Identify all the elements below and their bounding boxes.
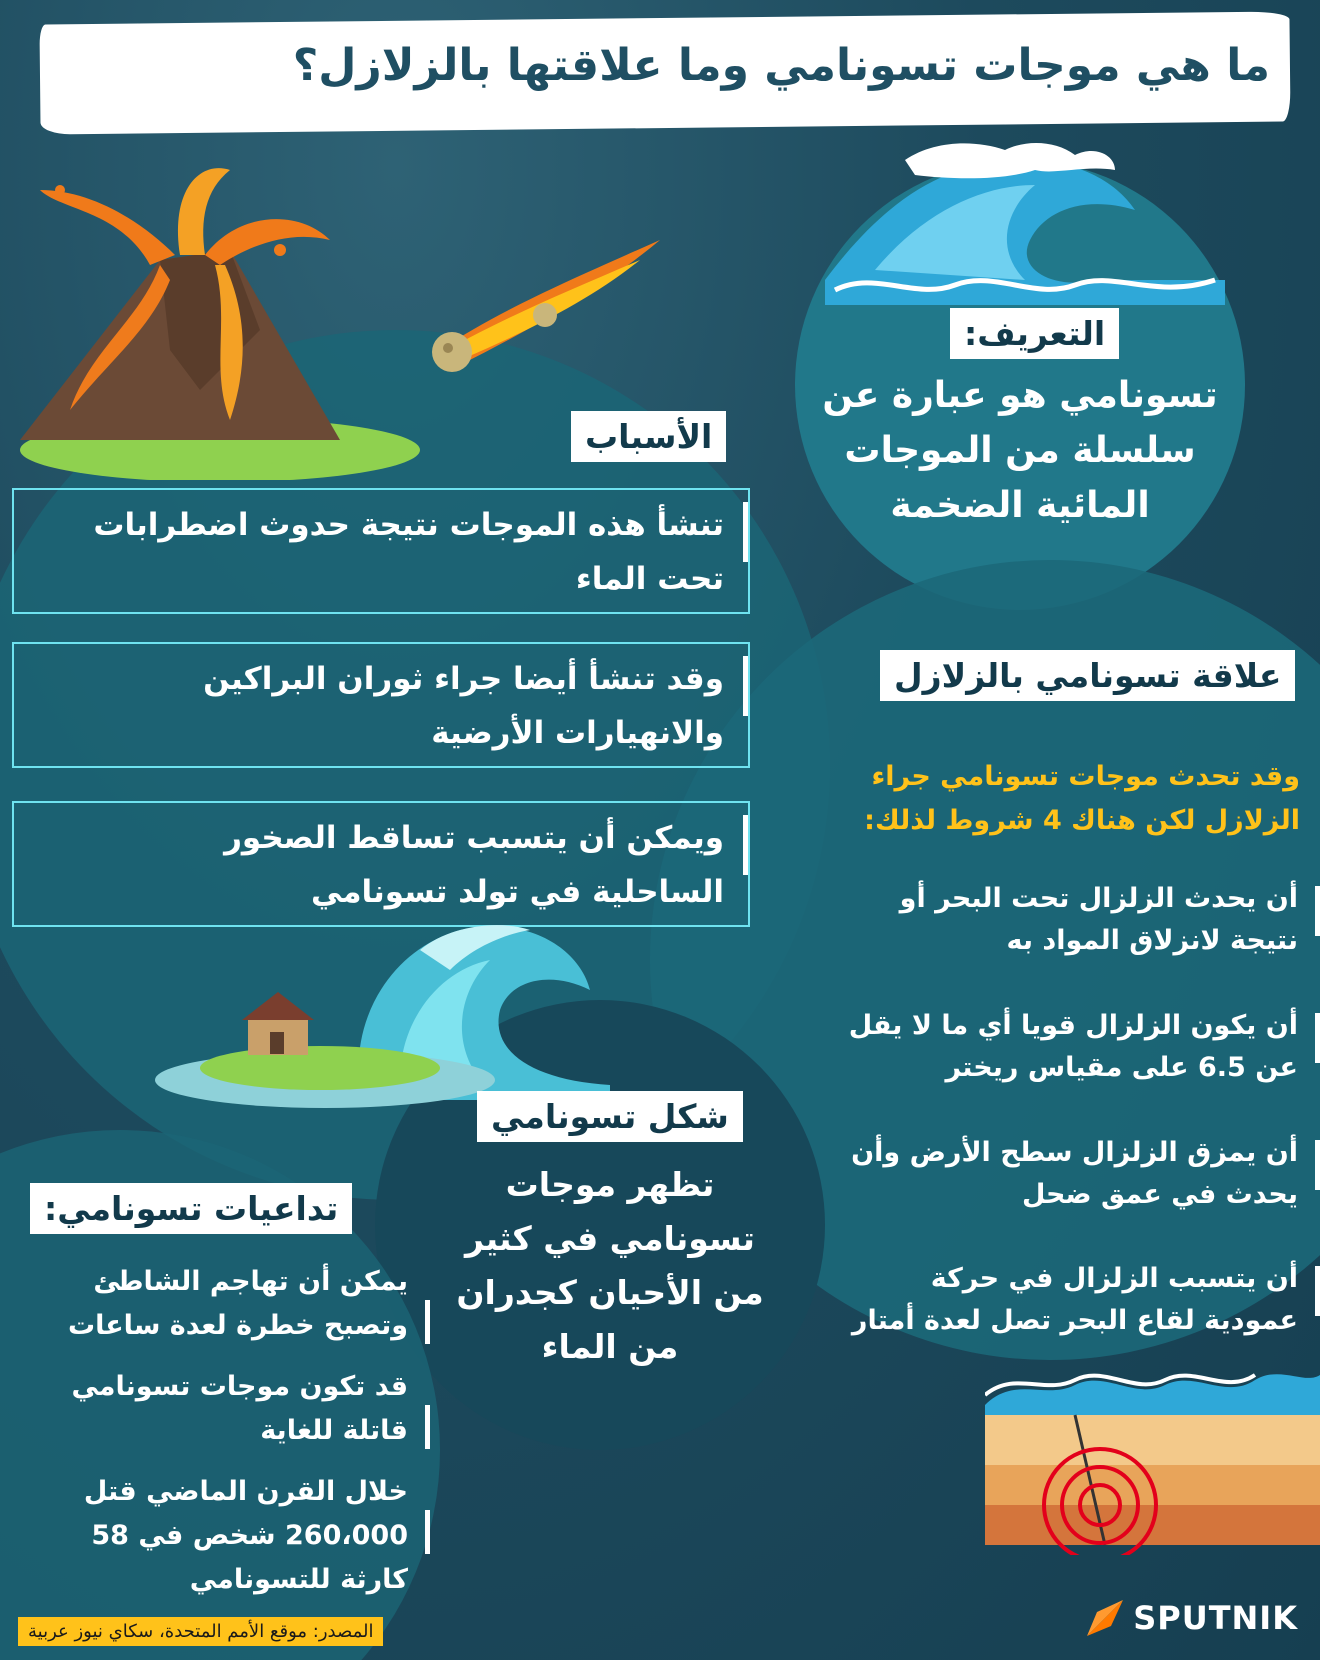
cause-item — [12, 488, 750, 614]
effect-item — [20, 1470, 430, 1602]
relation-heading: علاقة تسونامي بالزلازل — [880, 650, 1295, 701]
condition-line: عن 6.5 على مقياس ريختر — [945, 1052, 1298, 1083]
condition-line: عمودية لقاع البحر تصل لعدة أمتار — [851, 1305, 1298, 1336]
condition-item — [790, 1132, 1320, 1216]
cause-line: والانهيارات الأرضية — [431, 715, 724, 751]
effect-line: قد تكون موجات تسونامي — [71, 1371, 408, 1402]
cause-line: الساحلية في تولد تسونامي — [310, 874, 724, 910]
wave-icon — [815, 140, 1225, 310]
shape-heading: شكل تسونامي — [477, 1091, 743, 1142]
sputnik-logo — [1085, 1598, 1298, 1638]
cause-line: وقد تنشأ أيضا جراء ثوران البراكين — [203, 661, 724, 697]
cause-line: تحت الماء — [575, 561, 724, 597]
definition-heading: التعريف: — [950, 308, 1119, 359]
page-title: ما هي موجات تسونامي وما علاقتها بالزلازل؟ — [292, 40, 1270, 91]
condition-item — [790, 1258, 1320, 1342]
island-wave-icon — [150, 910, 610, 1110]
cause-item — [12, 642, 750, 768]
relation-intro-line: الزلازل لكن هناك 4 شروط لذلك: — [864, 805, 1300, 836]
condition-item — [790, 878, 1320, 962]
condition-line: نتيجة لانزلاق المواد به — [1006, 925, 1298, 956]
effect-line: قاتلة للغاية — [260, 1415, 408, 1446]
definition-line: تسونامي هو عبارة عن — [822, 375, 1218, 416]
effect-line: يمكن أن تهاجم الشاطئ — [93, 1266, 408, 1297]
shape-line: تظهر موجات — [505, 1165, 715, 1204]
volcano-icon — [0, 150, 420, 480]
meteor-icon — [420, 230, 670, 380]
condition-line: أن يكون الزلزال قويا أي ما لا يقل — [848, 1010, 1298, 1041]
definition-text — [810, 368, 1230, 533]
effect-line: 260،000 شخص في 58 — [91, 1520, 408, 1551]
source-note: المصدر: موقع الأمم المتحدة، سكاي نيوز عربية — [18, 1617, 383, 1646]
causes-heading: الأسباب — [571, 411, 726, 462]
shape-line: تسونامي في كثير — [465, 1219, 755, 1258]
condition-line: أن يتسبب الزلزال في حركة — [930, 1263, 1298, 1294]
definition-line: سلسلة من الموجات — [844, 430, 1196, 471]
effect-item — [20, 1365, 430, 1453]
shape-line: من الأحيان كجدران — [456, 1273, 764, 1312]
effect-item — [20, 1260, 430, 1348]
cause-item — [12, 801, 750, 927]
condition-line: أن يحدث الزلزال تحت البحر أو — [899, 883, 1298, 914]
sputnik-logo-icon — [1085, 1598, 1125, 1638]
shape-text — [440, 1158, 780, 1374]
effect-line: كارثة للتسونامي — [189, 1564, 408, 1595]
condition-line: يحدث في عمق ضحل — [1021, 1179, 1298, 1210]
effect-line: خلال القرن الماضي قتل — [83, 1476, 408, 1507]
earthquake-icon — [985, 1355, 1320, 1555]
definition-line: المائية الضخمة — [890, 485, 1150, 526]
cause-line: تنشأ هذه الموجات نتيجة حدوث اضطرابات — [93, 507, 724, 543]
cause-line: ويمكن أن يتسبب تساقط الصخور — [224, 820, 724, 856]
effect-line: وتصبح خطرة لعدة ساعات — [67, 1310, 408, 1341]
effects-heading: تداعيات تسونامي: — [30, 1183, 352, 1234]
relation-intro-line: وقد تحدث موجات تسونامي جراء — [871, 761, 1300, 792]
shape-line: من الماء — [541, 1327, 679, 1366]
condition-item — [790, 1005, 1320, 1089]
sputnik-logo-text: SPUTNIK — [1133, 1599, 1298, 1637]
condition-line: أن يمزق الزلزال سطح الأرض وأن — [851, 1137, 1298, 1168]
relation-intro — [790, 755, 1300, 843]
